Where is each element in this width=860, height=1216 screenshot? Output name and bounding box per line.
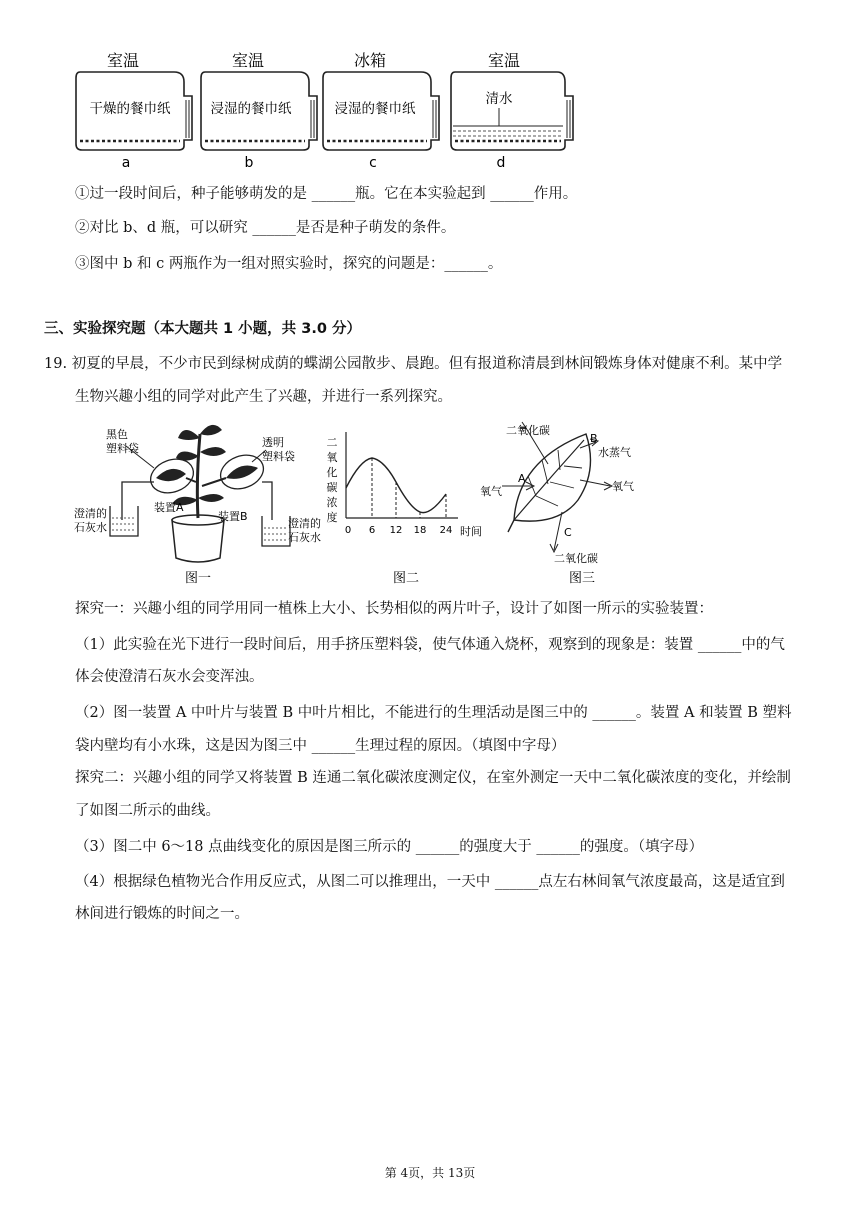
p1-line1: （1）此实验在光下进行一段时间后，用手挤压塑料袋，使气体通入烧杯，观察到的现象是：装置 ______中的气 [75,637,785,653]
p2-line1: （2）图一装置 A 中叶片与装置 B 中叶片相比，不能进行的生理活动是图三中的 ______。装置 A 和装置 B 塑料 [75,705,792,721]
tick-label: 0 [344,525,352,536]
clear-bag-label-1: 透明 [262,436,284,449]
ylabel-char: 碳 [326,481,338,494]
jar-content-label: 干燥的餐巾纸 [89,101,171,117]
p3: （3）图二中 6～18 点曲线变化的原因是图三所示的 ______的强度大于 ______的强度。（填字母） [75,839,704,855]
tick-label: 24 [439,525,453,536]
label-a: A [518,472,526,485]
clear-bag-label-2: 塑料袋 [262,450,295,463]
co2-top-label: 二氧化碳 [506,424,550,437]
jar-letter: a [121,155,131,171]
ylabel-char: 氧 [326,451,338,464]
jar-b [201,51,317,171]
jar-d [451,51,573,171]
jar-letter: c [369,155,377,171]
limewater-right-2: 石灰水 [288,531,321,544]
jar-c [323,51,439,171]
co2-bottom-label: 二氧化碳 [554,552,598,565]
label-b: B [590,432,598,445]
ylabel-char: 化 [326,466,338,479]
q19-intro-line2: 生物兴趣小组的同学对此产生了兴趣，并进行一系列探究。 [75,389,452,405]
section3-heading: 三、实验探究题（本大题共 1 小题，共 3.0 分） [44,321,361,337]
tick-label: 18 [413,525,427,536]
jar-temp-label: 室温 [106,51,140,70]
x-axis-label: 时间 [460,525,482,538]
jar-a [76,51,192,171]
figure-2-co2-chart [322,420,482,590]
seed-jars-figure [0,0,860,175]
figure-3-leaf [478,420,678,590]
limewater-left-1: 澄清的 [74,507,107,520]
jar-content-label: 浸湿的餐巾纸 [334,101,416,117]
q18-line2: ②对比 b、d 瓶，可以研究 ______是否是种子萌发的条件。 [75,220,456,236]
jar-letter: d [496,155,506,171]
p4-line1: （4）根据绿色植物光合作用反应式，从图二可以推理出，一天中 ______点左右林间氧气浓度最高，这是适宜到 [75,874,785,890]
q19-intro-line1: 19. 初夏的早晨，不少市民到绿树成荫的蝶湖公园散步、晨跑。但有报道称清晨到林间锻炼身体对健康不利。某中学 [44,356,783,372]
figure-2-caption: 图二 [392,571,420,586]
jar-content-label: 浸湿的餐巾纸 [210,101,292,117]
q18-line3: ③图中 b 和 c 两瓶作为一组对照实验时，探究的问题是：______。 [75,256,503,272]
black-bag-label-2: 塑料袋 [106,442,139,455]
jar-content-label: 清水 [485,91,513,107]
jar-temp-label: 室温 [231,51,265,70]
figure-3-caption: 图三 [568,571,596,586]
limewater-left-2: 石灰水 [74,521,107,534]
inquiry2-line1: 探究二：兴趣小组的同学又将装置 B 连通二氧化碳浓度测定仪，在室外测定一天中二氧化碳浓度的变化，并绘制 [75,770,791,786]
device-b-label: 装置B [218,510,248,523]
label-c: C [564,526,572,539]
tick-label: 12 [389,525,403,536]
ylabel-char: 度 [326,511,338,524]
tick-label: 6 [368,525,376,536]
inquiry1: 探究一：兴趣小组的同学用同一植株上大小、长势相似的两片叶子，设计了如图一所示的实验装置： [75,601,713,617]
water-vapor-label: 水蒸气 [598,446,631,459]
p4-line2: 林间进行锻炼的时间之一。 [75,906,249,922]
black-bag-label-1: 黑色 [106,428,128,441]
jar-temp-label: 冰箱 [353,51,387,70]
ylabel-char: 二 [326,436,338,449]
inquiry2-line2: 了如图二所示的曲线。 [75,803,220,819]
figure-1-apparatus [72,420,332,590]
jar-temp-label: 室温 [487,51,521,70]
jar-letter: b [244,155,254,171]
figure-1-caption: 图一 [184,571,212,586]
p1-line2: 体会使澄清石灰水会变浑浊。 [75,669,264,685]
q18-line1: ①过一段时间后，种子能够萌发的是 ______瓶。它在本实验起到 ______作用。 [75,186,578,202]
ylabel-char: 浓 [326,496,338,509]
limewater-right-1: 澄清的 [288,517,321,530]
device-a-label: 装置A [154,501,184,514]
p2-line2: 袋内壁均有小水珠，这是因为图三中 ______生理过程的原因。（填图中字母） [75,738,566,754]
oxygen-left-label: 氧气 [480,485,502,498]
page-footer: 第 4页，共 13页 [384,1166,476,1180]
oxygen-right-label: 氧气 [612,480,634,493]
